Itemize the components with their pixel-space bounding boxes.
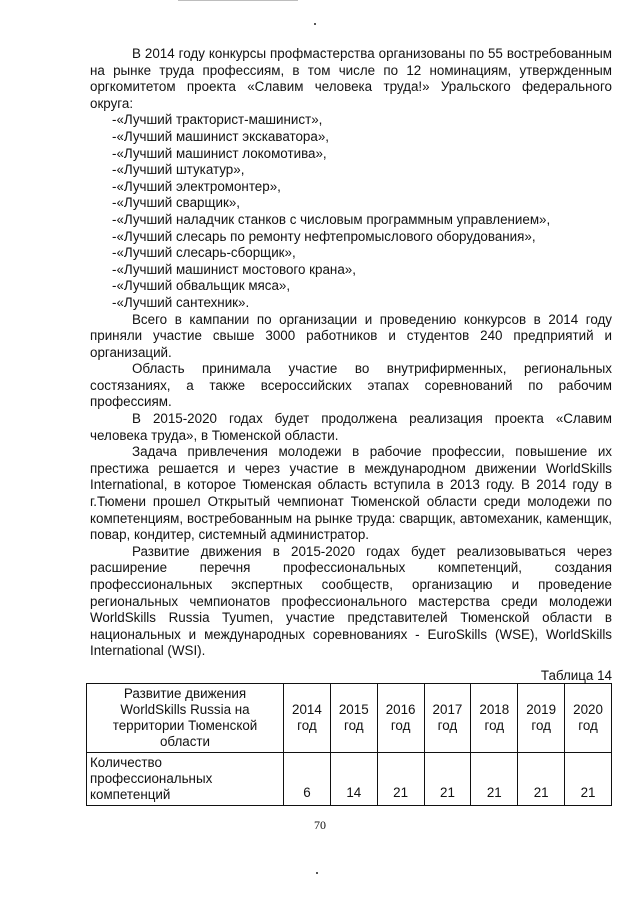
list-item: -«Лучший электромонтер», bbox=[112, 178, 281, 194]
scan-speck bbox=[316, 872, 318, 874]
table-cell: 21 bbox=[377, 753, 424, 806]
list-item: -«Лучший слесарь по ремонту нефтепромыслового оборудования», bbox=[112, 228, 536, 244]
list-item: -«Лучший машинист локомотива», bbox=[112, 145, 327, 161]
scan-speck bbox=[314, 23, 316, 25]
paragraph-worldskills: Задача привлечения молодежи в рабочие профессии, повышение их престижа решается и через участие в международном движении WorldSkills International, в которое Тюменская область вступила в 2013 году. В 2014 году в г.Тюмени прошел Открытый чемпионат Тюменской области среди молодежи по компетенциям, востребованным на рынке труда: сварщик, автомеханик, каменщик, повар, кондитер, системный администратор. bbox=[90, 444, 612, 543]
year-header: 2019 год bbox=[518, 684, 565, 753]
row-label: Количество профессиональных компетенций bbox=[87, 753, 284, 806]
list-item: -«Лучший тракторист-машинист», bbox=[112, 112, 323, 128]
scan-top-rule bbox=[178, 0, 298, 1]
competencies-table bbox=[86, 683, 612, 806]
table-row bbox=[87, 753, 612, 806]
year-header: 2014 год bbox=[284, 684, 331, 753]
paragraph-project-continuation: В 2015-2020 годах будет продолжена реализация проекта «Славим человека труда», в Тюменской области. bbox=[90, 411, 612, 443]
year-header: 2017 год bbox=[424, 684, 471, 753]
table-cell: 14 bbox=[330, 753, 377, 806]
year-header: 2015 год bbox=[330, 684, 377, 753]
table-cell: 21 bbox=[565, 753, 612, 806]
year-header: 2020 год bbox=[565, 684, 612, 753]
table-cell: 21 bbox=[471, 753, 518, 806]
list-item: -«Лучший машинист экскаватора», bbox=[112, 128, 329, 144]
table-header-label: Развитие движения WorldSkills Russia на территории Тюменской области bbox=[87, 684, 284, 753]
year-header: 2018 год bbox=[471, 684, 518, 753]
list-item: -«Лучший наладчик станков с числовым программным управлением», bbox=[112, 211, 551, 227]
page-number: 70 bbox=[314, 818, 326, 832]
table-cell: 21 bbox=[424, 753, 471, 806]
paragraph-development: Развитие движения в 2015-2020 годах будет реализовываться через расширение перечня профессиональных компетенций, создания профессиональных экспертных сообществ, организацию и проведение региональных чемпионатов профессионального мастерства среди молодежи WorldSkills Russia Tyumen, участие представителей Тюменской области в национальных и международных соревнованиях - EuroSkills (WSE), WorldSkills International (WSI). bbox=[90, 543, 612, 659]
list-item: -«Лучший обвальщик мяса», bbox=[112, 278, 291, 294]
table-cell: 21 bbox=[518, 753, 565, 806]
list-item: -«Лучший слесарь-сборщик», bbox=[112, 245, 296, 261]
table-cell: 6 bbox=[284, 753, 331, 806]
document-body bbox=[90, 46, 612, 685]
table-header-row bbox=[87, 684, 612, 753]
list-item: -«Лучший штукатур», bbox=[112, 162, 245, 178]
year-header: 2016 год bbox=[377, 684, 424, 753]
paragraph-participants: Всего в кампании по организации и проведению конкурсов в 2014 году приняли участие свыше 3000 работников и студентов 240 предприятий и организаций. bbox=[90, 311, 612, 360]
list-item: -«Лучший сантехник». bbox=[112, 294, 250, 310]
list-item: -«Лучший машинист мостового крана», bbox=[112, 261, 356, 277]
paragraph-contests-2014: В 2014 году конкурсы профмастерства организованы по 55 востребованным на рынке труда профессиям, в том числе по 12 номинациям, утвержденным оргкомитетом проекта «Славим человека труда!» Уральского федерального округа: bbox=[90, 46, 612, 111]
list-item: -«Лучший сварщик», bbox=[112, 195, 241, 211]
paragraph-region-participation: Область принимала участие во внутрифирменных, региональных состязаниях, а также всероссийских этапах соревнований по рабочим профессиям. bbox=[90, 361, 612, 410]
table-caption: Таблица 14 bbox=[540, 667, 612, 683]
